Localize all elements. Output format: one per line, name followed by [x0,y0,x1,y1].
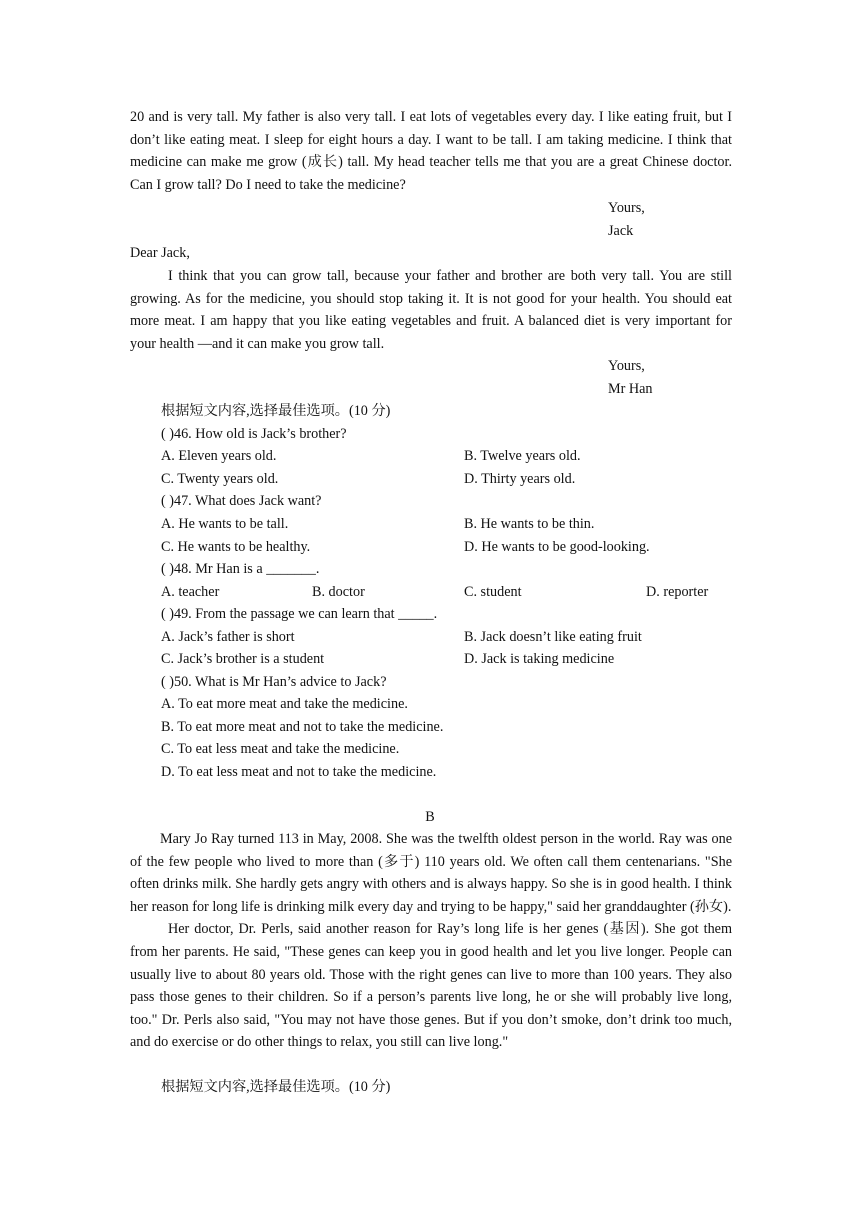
section-b-paragraph-2: Her doctor, Dr. Perls, said another reason for Ray’s long life is her genes (基因). She got them from her parents. He said, "These genes can keep you in good health and let you live longer. People can usually live to about 80 years old. Those with the right genes can live to more than 100 years. They also pass those genes to their children. So if a person’s parents live long, he or she will probably live long, too." Dr. Perls also said, "You may not have those genes. But if you don’t smoke, don’t drink too much, and do exercise or do other things to relax, you still can live long." [130,921,732,1051]
q48-option-a: A. teacher [161,584,220,600]
letter2-closing: Yours, [608,358,645,374]
section-b-passage [130,828,732,1054]
letter1-closing: Yours, [608,200,645,216]
letter1 [130,106,732,196]
section-b-instruction: 根据短文内容,选择最佳选项。(10 分) [161,1079,391,1095]
q46-option-b: B. Twelve years old. [464,448,581,464]
letter1-signature: Jack [608,223,634,239]
q47-option-a: A. He wants to be tall. [161,516,289,532]
q50-option-a: A. To eat more meat and take the medicine. [161,696,408,712]
question-47: ( )47. What does Jack want? [161,493,322,509]
q50-option-b: B. To eat more meat and not to take the medicine. [161,719,444,735]
letter2-signature: Mr Han [608,381,653,397]
letter2-body: I think that you can grow tall, because your father and brother are both very tall. You are still growing. As for the medicine, you should stop taking it. It is not good for your health. You should eat more meat. I am happy that you like eating vegetables and fruit. A balanced diet is very important for your health —and it can make you grow tall. [130,268,732,352]
q47-option-b: B. He wants to be thin. [464,516,595,532]
q48-option-b: B. doctor [312,584,365,600]
q46-option-a: A. Eleven years old. [161,448,277,464]
letter2-greeting: Dear Jack, [130,245,190,261]
q47-option-c: C. He wants to be healthy. [161,539,311,555]
q50-option-c: C. To eat less meat and take the medicine. [161,741,400,757]
q49-option-a: A. Jack’s father is short [161,629,295,645]
q46-option-d: D. Thirty years old. [464,471,576,487]
section-b-paragraph-1: Mary Jo Ray turned 113 in May, 2008. She was the twelfth oldest person in the world. Ray was one of the few people who lived to more than (多于) 110 years old. We often call them centenarians. "She often drinks milk. She hardly gets angry with others and is always happy. So she is in good health. I think her reason for long life is drinking milk every day and trying to be happy," said her granddaughter (孙女). [130,831,732,915]
q47-option-d: D. He wants to be good-looking. [464,539,650,555]
question-48: ( )48. Mr Han is a _______. [161,561,320,577]
section-b-heading: B [425,809,435,825]
question-46: ( )46. How old is Jack’s brother? [161,426,347,442]
q50-option-d: D. To eat less meat and not to take the medicine. [161,764,437,780]
letter2 [130,265,732,355]
q49-option-b: B. Jack doesn’t like eating fruit [464,629,642,645]
q46-option-c: C. Twenty years old. [161,471,279,487]
section-a-instruction: 根据短文内容,选择最佳选项。(10 分) [161,403,391,419]
q48-option-d: D. reporter [646,584,709,600]
q49-option-c: C. Jack’s brother is a student [161,651,325,667]
q49-option-d: D. Jack is taking medicine [464,651,615,667]
q48-option-c: C. student [464,584,522,600]
letter1-body: 20 and is very tall. My father is also very tall. I eat lots of vegetables every day. I like eating fruit, but I don’t like eating meat. I sleep for eight hours a day. I want to be tall. I am taking medicine. I think that medicine can make me grow (成长) tall. My head teacher tells me that you are a great Chinese doctor. Can I grow tall? Do I need to take the medicine? [130,109,732,193]
question-50: ( )50. What is Mr Han’s advice to Jack? [161,674,387,690]
question-49: ( )49. From the passage we can learn that _____. [161,606,438,622]
